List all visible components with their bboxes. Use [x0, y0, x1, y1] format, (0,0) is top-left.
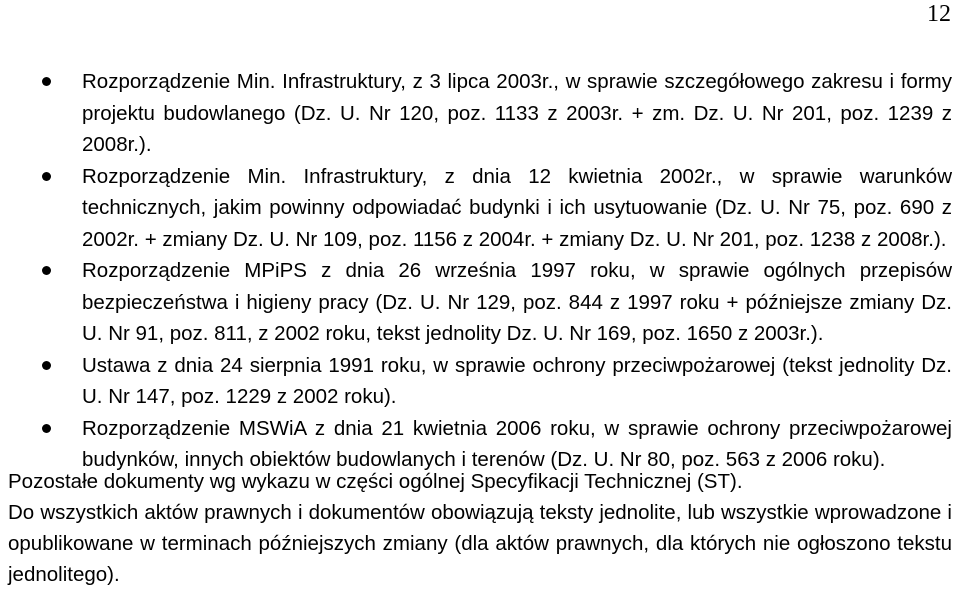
list-item-text: Rozporządzenie Min. Infrastruktury, z dnia 12 kwietnia 2002r., w sprawie warunków technicznych, jakim powinny odpowiadać budynki i ich usytuowanie (Dz. U. Nr 75, poz. 690 z 2002r. + zmiany Dz. U. Nr 109, poz. 1156 z 2004r. + zmiany Dz. U. Nr 201, poz. 1238 z 2008r.). — [82, 164, 952, 251]
page-number: 12 — [927, 1, 951, 27]
closing-paragraphs — [8, 466, 952, 590]
paragraph-other-documents: Pozostałe dokumenty wg wykazu w części ogólnej Specyfikacji Technicznej (ST). — [8, 470, 743, 493]
list-item — [0, 161, 960, 256]
bullet-icon — [42, 424, 51, 433]
list-item-text: Rozporządzenie MSWiA z dnia 21 kwietnia 2006 roku, w sprawie ochrony przeciwpożarowej budynków, innych obiektów budowlanych i terenów (Dz. U. Nr 80, poz. 563 z 2006 roku). — [82, 416, 952, 471]
paragraph-consolidated-texts: Do wszystkich aktów prawnych i dokumentów obowiązują teksty jednolite, lub wszystkie wprowadzone i opublikowane w terminach późniejszych zmiany (dla aktów prawnych, dla których nie ogłoszono tekstu jednolitego). — [8, 501, 952, 586]
list-item-text: Rozporządzenie Min. Infrastruktury, z 3 lipca 2003r., w sprawie szczegółowego zakresu i formy projektu budowlanego (Dz. U. Nr 120, poz. 1133 z 2003r. + zm. Dz. U. Nr 201, poz. 1239 z 2008r.). — [82, 70, 952, 156]
list-item-text: Ustawa z dnia 24 sierpnia 1991 roku, w sprawie ochrony przeciwpożarowej (tekst jednolity Dz. U. Nr 147, poz. 1229 z 2002 roku). — [82, 353, 952, 408]
list-item — [0, 66, 960, 161]
list-item — [0, 350, 960, 413]
list-item — [0, 255, 960, 350]
legal-acts-list — [0, 66, 960, 476]
bullet-icon — [42, 77, 51, 86]
bullet-icon — [42, 361, 51, 370]
bullet-icon — [42, 266, 51, 275]
list-item-text: Rozporządzenie MPiPS z dnia 26 września 1997 roku, w sprawie ogólnych przepisów bezpieczeństwa i higieny pracy (Dz. U. Nr 129, poz. 844 z 1997 roku + późniejsze zmiany Dz. U. Nr 91, poz. 811, z 2002 roku, tekst jednolity Dz. U. Nr 169, poz. 1650 z 2003r.). — [82, 259, 952, 345]
bullet-icon — [42, 172, 51, 181]
